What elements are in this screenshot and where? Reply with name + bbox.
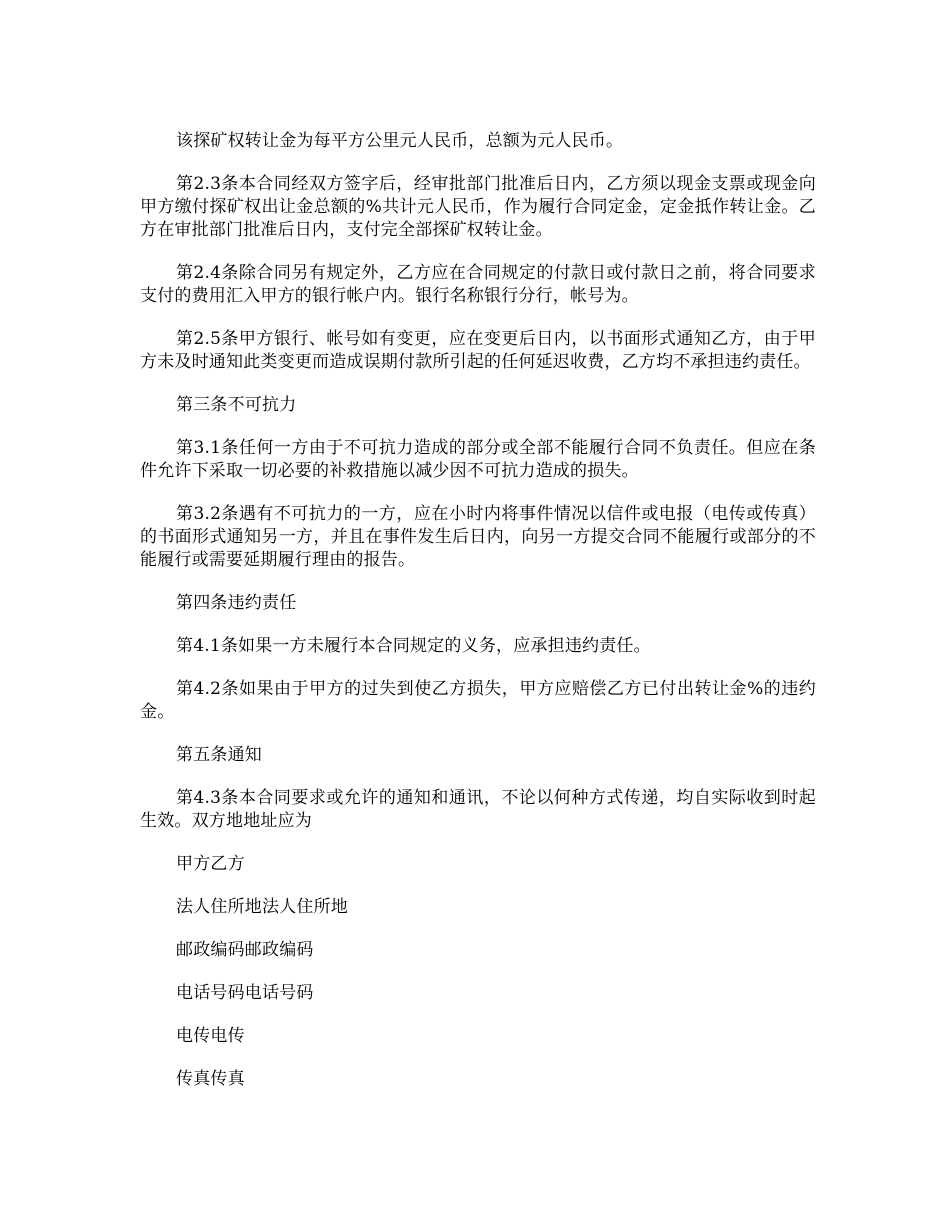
paragraph-article-3-1: 第3.1条任何一方由于不可抗力造成的部分或全部不能履行合同不负责任。但应在条件允许下采取一切必要的补救措施以减少因不可抗力造成的损失。: [140, 438, 816, 481]
section-heading-force-majeure: 第三条不可抗力: [176, 395, 297, 415]
paragraph-article-4-2: 第4.2条如果由于甲方的过失到使乙方损失，甲方应赔偿乙方已付出转让金%的违约金。: [140, 679, 816, 722]
postal-code-labels: 邮政编码邮政编码: [176, 940, 314, 960]
party-labels: 甲方乙方: [176, 854, 245, 874]
paragraph-article-2-4: 第2.4条除合同另有规定外，乙方应在合同规定的付款日或付款日之前，将合同要求支付的费用汇入甲方的银行帐户内。银行名称银行分行，帐号为。: [140, 263, 816, 306]
paragraph-article-2-3: 第2.3条本合同经双方签字后，经审批部门批准后日内，乙方须以现金支票或现金向甲方缴付探矿权出让金总额的%共计元人民币，作为履行合同定金，定金抵作转让金。乙方在审批部门批准后日内，支付完全部探矿权转让金。: [140, 174, 816, 240]
paragraph-article-3-2: 第3.2条遇有不可抗力的一方，应在小时内将事件情况以信件或电报（电传或传真）的书面形式通知另一方，并且在事件发生后日内，向另一方提交合同不能履行或部分的不能履行或需要延期履行理由的报告。: [140, 504, 816, 570]
document-body: [140, 130, 816, 1111]
section-heading-liability: 第四条违约责任: [176, 593, 297, 613]
fax-labels: 传真传真: [176, 1069, 245, 1089]
address-labels: 法人住所地法人住所地: [176, 897, 348, 917]
phone-labels: 电话号码电话号码: [176, 983, 314, 1003]
paragraph-article-2-5: 第2.5条甲方银行、帐号如有变更，应在变更后日内，以书面形式通知乙方，由于甲方未及时通知此类变更而造成误期付款所引起的任何延迟收费，乙方均不承担违约责任。: [140, 329, 816, 372]
paragraph-article-4-3: 第4.3条本合同要求或允许的通知和通讯，不论以何种方式传递，均自实际收到时起生效。双方地地址应为: [140, 788, 816, 831]
section-heading-notice: 第五条通知: [176, 745, 262, 765]
telex-labels: 电传电传: [176, 1026, 245, 1046]
paragraph-transfer-fee: 该探矿权转让金为每平方公里元人民币，总额为元人民币。: [176, 131, 624, 151]
paragraph-article-4-1: 第4.1条如果一方未履行本合同规定的义务，应承担违约责任。: [176, 636, 651, 656]
